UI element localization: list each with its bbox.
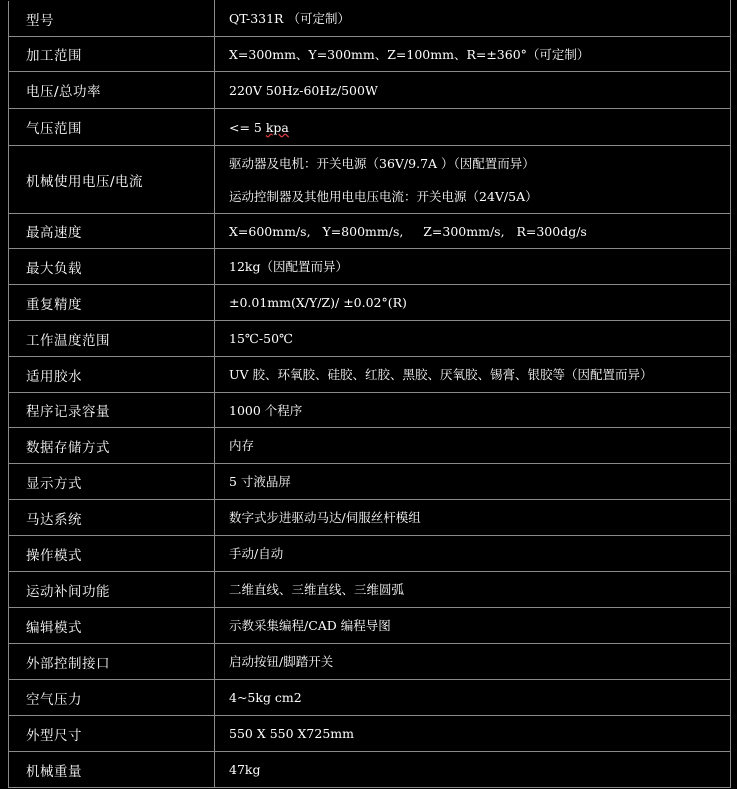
spec-value-text: 15℃-50℃ [229, 331, 294, 346]
spec-value [215, 146, 731, 214]
spec-value-text: 示教采集编程/CAD 编程导图 [229, 618, 391, 633]
spec-value-text: 1000 个程序 [229, 402, 303, 418]
spec-value [215, 1, 731, 37]
spec-value [215, 214, 731, 249]
spec-value-text: 启动按钮/脚踏开关 [229, 654, 334, 669]
spec-value [215, 608, 731, 644]
spec-row-max-speed [9, 214, 731, 249]
spec-value [215, 680, 731, 716]
spec-label: 马达系统 [9, 500, 215, 536]
spec-row-external-interface [9, 644, 731, 680]
spec-label: 外型尺寸 [9, 716, 215, 752]
spec-row-voltage-current [9, 146, 731, 214]
spec-row-dimensions [9, 716, 731, 752]
spec-table [8, 0, 731, 788]
spec-value-text: 220V 50Hz-60Hz/500W [229, 82, 378, 98]
spec-value [215, 428, 731, 464]
spec-value-text: X=600mm/s, Y=800mm/s, Z=300mm/s, R=300dg/s [229, 223, 587, 239]
spec-value-text: 4~5kg cm2 [229, 690, 302, 705]
spec-label: 机械使用电压/电流 [9, 146, 215, 214]
spec-row-motor-system [9, 500, 731, 536]
spec-value-text: 运动控制器及其他用电电压电流：开关电源（24V/5A） [229, 188, 538, 204]
spec-row-power [9, 72, 731, 109]
spec-row-model [9, 1, 731, 37]
spec-label: 重复精度 [9, 285, 215, 321]
spec-value-text: X=300mm、Y=300mm、Z=100mm、R=±360°（可定制） [229, 46, 590, 62]
spec-value-text: QT-331R （可定制） [229, 11, 350, 26]
spec-value-text: 内存 [229, 438, 255, 453]
spec-label: 操作模式 [9, 536, 215, 572]
spec-label: 加工范围 [9, 37, 215, 72]
spec-row-weight [9, 752, 731, 788]
spec-value [215, 572, 731, 608]
spec-value [215, 536, 731, 572]
spec-row-program-capacity [9, 393, 731, 428]
spec-value [215, 109, 731, 146]
spec-value-text: 550 X 550 X725mm [229, 726, 354, 741]
spec-row-max-load [9, 249, 731, 285]
spec-row-air-pressure [9, 680, 731, 716]
spec-row-operation-mode [9, 536, 731, 572]
spec-row-working-temperature [9, 321, 731, 357]
spec-value [215, 249, 731, 285]
spec-value-text: 数字式步进驱动马达/伺服丝杆模组 [229, 510, 421, 525]
spec-row-repeatability [9, 285, 731, 321]
spec-value [215, 500, 731, 536]
spec-label: 最高速度 [9, 214, 215, 249]
spec-label: 数据存储方式 [9, 428, 215, 464]
spec-value [215, 752, 731, 788]
spec-label: 空气压力 [9, 680, 215, 716]
spec-label: 运动补间功能 [9, 572, 215, 608]
spec-row-display [9, 464, 731, 500]
spec-value [215, 37, 731, 72]
spec-value [215, 357, 731, 393]
spec-value-text: UV 胶、环氧胶、硅胶、红胶、黑胶、厌氧胶、锡膏、银胶等（因配置而异） [229, 367, 653, 382]
spec-value-text: 47kg [229, 762, 261, 777]
spec-value-text: ±0.01mm(X/Y/Z)/ ±0.02°(R) [229, 295, 407, 310]
spec-row-adhesives [9, 357, 731, 393]
spec-value-text: 驱动器及电机：开关电源（36V/9.7A ）（因配置而异） [229, 155, 535, 171]
spec-row-edit-mode [9, 608, 731, 644]
spec-label: 最大负载 [9, 249, 215, 285]
spec-value [215, 464, 731, 500]
spec-label: 机械重量 [9, 752, 215, 788]
spec-label: 程序记录容量 [9, 393, 215, 428]
spec-label: 工作温度范围 [9, 321, 215, 357]
spec-row-interpolation [9, 572, 731, 608]
spec-value-text: 5 寸液晶屏 [229, 474, 291, 489]
spec-label: 型号 [9, 1, 215, 37]
spec-value [215, 716, 731, 752]
spec-row-range [9, 37, 731, 72]
spec-value [215, 644, 731, 680]
spec-value [215, 393, 731, 428]
spec-value [215, 72, 731, 109]
spec-value [215, 285, 731, 321]
spec-value-text: 手动/自动 [229, 546, 284, 561]
spec-label: 外部控制接口 [9, 644, 215, 680]
spec-value-text: 二维直线、三维直线、三维圆弧 [229, 582, 405, 597]
spec-label: 适用胶水 [9, 357, 215, 393]
spec-value-text: 12kg（因配置而异） [229, 259, 348, 274]
spec-label: 编辑模式 [9, 608, 215, 644]
spec-value-text: <= 5 kpa [229, 119, 289, 135]
spec-row-storage [9, 428, 731, 464]
spec-label: 显示方式 [9, 464, 215, 500]
spec-label: 气压范围 [9, 109, 215, 146]
kpa-unit: kpa [265, 119, 289, 135]
spec-row-air-pressure-range [9, 109, 731, 146]
spec-value [215, 321, 731, 357]
spec-label: 电压/总功率 [9, 72, 215, 109]
